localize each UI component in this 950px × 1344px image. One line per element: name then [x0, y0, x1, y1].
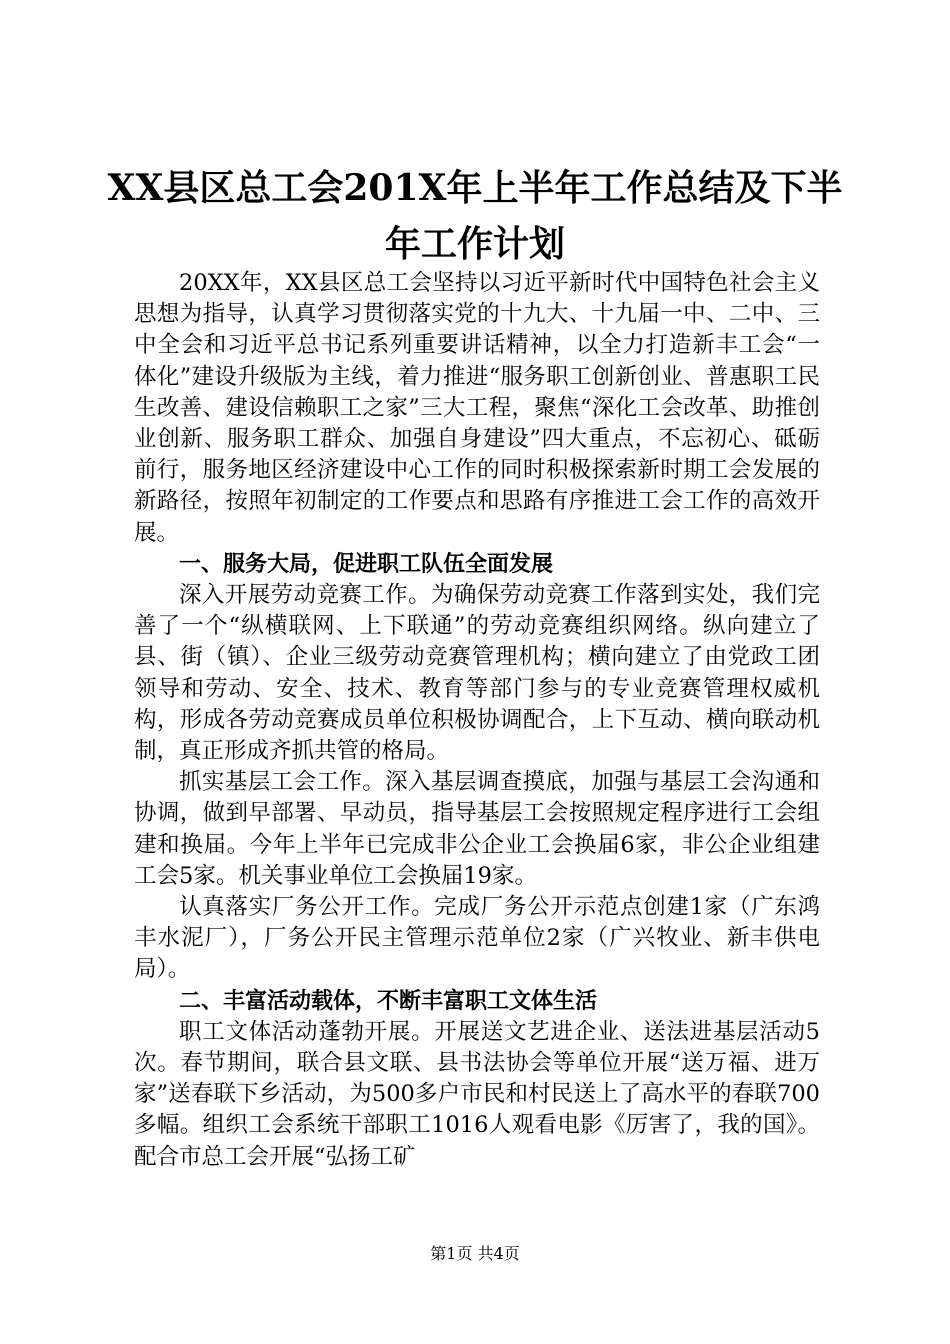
section-heading-1: 一、服务大局，促进职工队伍全面发展 [179, 551, 554, 577]
paragraph-labor-competition: 深入开展劳动竞赛工作。为确保劳动竞赛工作落到实处，我们完善了一个“纵横联网、上下联通”的劳动竞赛组织网络。纵向建立了县、街（镇）、企业三级劳动竞赛管理机构；横向建立了由党政工团领导和劳动、安全、技术、教育等部门参与的专业竞赛管理权威机构，形成各劳动竞赛成员单位积极协调配合，上下互动、横向联动机制，真正形成齐抓共管的格局。 [134, 582, 820, 765]
document-title-line-1: XX县区总工会201X年上半年工作总结及下半 [107, 167, 843, 209]
paragraph-cultural-activities: 职工文体活动蓬勃开展。开展送文艺进企业、送法进基层活动5次。春节期间，联合县文联、县书法协会等单位开展“送万福、进万家”送春联下乡活动，为500多户市民和村民送上了高水平的春联700多幅。组织工会系统干部职工1016人观看电影《厉害了，我的国》。配合市总工会开展“弘扬工矿 [134, 1018, 820, 1170]
intro-paragraph: 20XX年，XX县区总工会坚持以习近平新时代中国特色社会主义思想为指导，认真学习贯彻落实党的十九大、十九届一中、二中、三中全会和习近平总书记系列重要讲话精神，以全力打造新丰工会“一体化”建设升级版为主线，着力推进“服务职工创新创业、普惠职工民生改善、建设信赖职工之家”三大工程，聚焦“深化工会改革、助推创业创新、服务职工群众、加强自身建设”四大重点，不忘初心、砥砺前行，服务地区经济建设中心工作的同时积极探索新时期工会发展的新路径，按照年初制定的工作要点和思路有序推进工会工作的高效开展。 [134, 270, 820, 546]
page-number-footer: 第1页 共4页 [430, 1244, 520, 1263]
section-heading-2: 二、丰富活动载体，不断丰富职工文体生活 [179, 988, 598, 1014]
document-body [134, 268, 820, 1173]
document-title-line-2: 年工作计划 [384, 223, 565, 265]
paragraph-factory-affairs: 认真落实厂务公开工作。完成厂务公开示范点创建1家（广东鸿丰水泥厂），厂务公开民主管理示范单位2家（广兴牧业、新丰供电局）。 [134, 894, 820, 983]
paragraph-grassroots-union: 抓实基层工会工作。深入基层调查摸底，加强与基层工会沟通和协调，做到早部署、早动员，指导基层工会按照规定程序进行工会组建和换届。今年上半年已完成非公企业工会换届6家，非公企业组建工会5家。机关事业单位工会换届19家。 [134, 769, 820, 889]
